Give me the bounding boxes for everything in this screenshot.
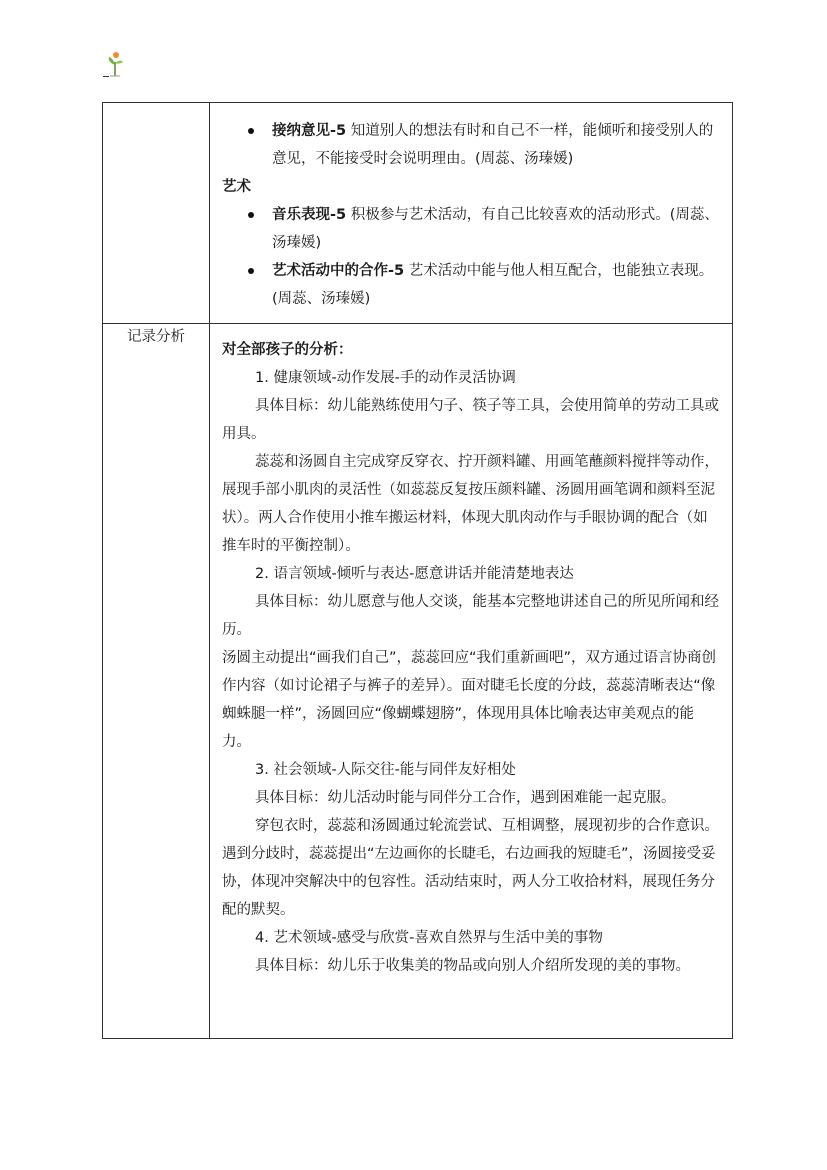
item-term: 艺术活动中的合作-5	[272, 263, 405, 279]
record-analysis-content	[210, 324, 733, 1039]
section-goal: 具体目标：幼儿活动时能与同伴分工合作，遇到困难能一起克服。	[255, 790, 676, 806]
section-analysis: 蕊蕊和汤圆自主完成穿反穿衣、拧开颜料罐、用画笔蘸颜料搅拌等动作，展现手部小肌肉的灵活性（如蕊蕊反复按压颜料罐、汤圆用画笔调和颜料至泥状）。两人合作使用小推车搬运材料，体现大肌肉动作与手眼协调的配合（如推车时的平衡控制）。	[222, 454, 719, 554]
sprout-logo-icon	[104, 50, 126, 78]
row1-content-cell	[210, 103, 733, 324]
table-row	[103, 103, 733, 324]
section-goal: 具体目标：幼儿愿意与他人交谈，能基本完整地讲述自己的所见所闻和经历。	[222, 594, 719, 638]
item-term: 音乐表现-5	[272, 207, 347, 223]
section-title: 3. 社会领域-人际交往-能与同伴友好相处	[255, 762, 516, 778]
header-dash	[103, 76, 109, 77]
item-text: 积极参与艺术活动，有自己比较喜欢的活动形式。(周蕊、汤瑧媛)	[272, 207, 719, 251]
record-analysis-label: 记录分析	[103, 324, 210, 1039]
bullet-dot	[248, 128, 254, 134]
section-title: 2. 语言领域-倾听与表达-愿意讲话并能清楚地表达	[255, 566, 574, 582]
section-analysis: 汤圆主动提出“画我们自己”，蕊蕊回应“我们重新画吧”，双方通过语言协商创作内容（如讨论裙子与裤子的差异）。面对睫毛长度的分歧，蕊蕊清晰表达“像蜘蛛腿一样”，汤圆回应“像蝴蝶翅膀”，体现用具体比喻表达审美观点的能力。	[222, 650, 717, 750]
bullet-item	[222, 117, 720, 173]
bullet-item	[222, 201, 720, 257]
record-table	[102, 102, 733, 1039]
item-text: 知道别人的想法有时和自己不一样，能倾听和接受别人的意见，不能接受时会说明理由。(周蕊、汤瑧媛)	[272, 123, 714, 167]
section-title: 1. 健康领域-动作发展-手的动作灵活协调	[255, 370, 516, 386]
analysis-heading: 对全部孩子的分析：	[222, 342, 353, 358]
bullet-dot	[248, 212, 254, 218]
section-goal: 具体目标：幼儿乐于收集美的物品或向别人介绍所发现的美的事物。	[255, 958, 690, 974]
item-term: 接纳意见-5	[272, 123, 347, 139]
item-text: 艺术活动中能与他人相互配合，也能独立表现。(周蕊、汤瑧媛)	[272, 263, 714, 307]
row1-label-cell	[103, 103, 210, 324]
section-goal: 具体目标：幼儿能熟练使用勺子、筷子等工具，会使用简单的劳动工具或用具。	[222, 398, 719, 442]
art-heading: 艺术	[222, 179, 251, 195]
section-title: 4. 艺术领域-感受与欣赏-喜欢自然界与生活中美的事物	[255, 930, 603, 946]
bullet-item	[222, 257, 720, 313]
section-analysis: 穿包衣时，蕊蕊和汤圆通过轮流尝试、互相调整，展现初步的合作意识。遇到分歧时，蕊蕊提出“左边画你的长睫毛，右边画我的短睫毛”，汤圆接受妥协，体现冲突解决中的包容性。活动结束时，两人分工收拾材料，展现任务分配的默契。	[222, 818, 719, 918]
bullet-dot	[248, 268, 254, 274]
table-row	[103, 324, 733, 1039]
